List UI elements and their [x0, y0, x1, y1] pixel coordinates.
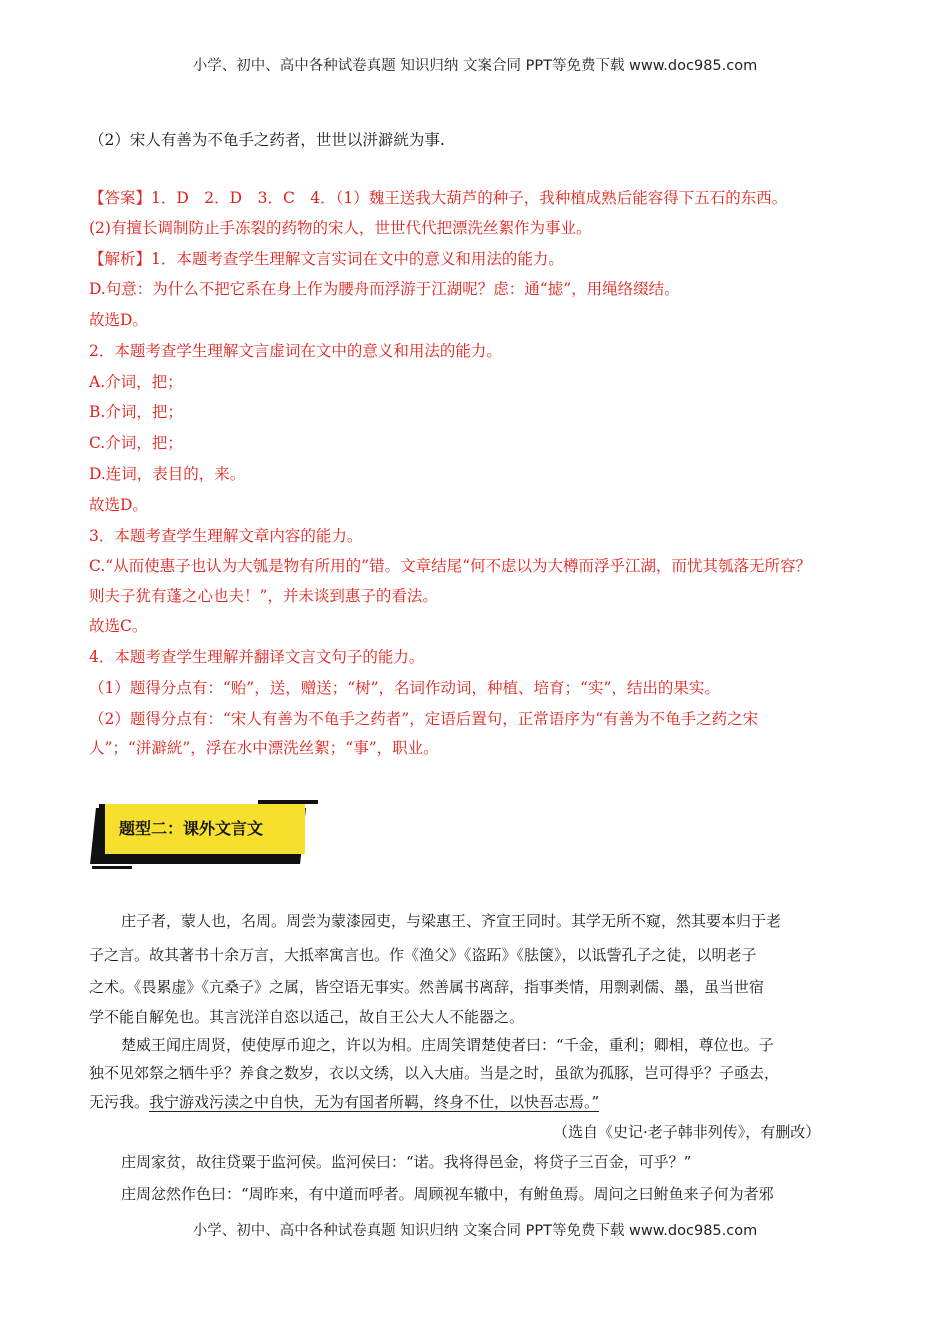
analysis-2-a: A.介词，把； — [89, 373, 183, 391]
badge-deco-bottom — [92, 866, 132, 869]
analysis-3-c: C.“从而使惠子也认为大瓠是物有所用的”错。文章结尾“何不虑以为大樽而浮乎江湖，而忧其瓠落无所容？ — [89, 557, 812, 575]
analysis-4-2: （2）题得分点有：“宋人有善为不龟手之药者”，定语后置句，正常语序为“有善为不龟手之药之宋 — [89, 710, 759, 728]
answer-line-2: (2)有擅长调制防止手冻裂的药物的宋人，世世代代把漂洗丝絮作为事业。 — [89, 219, 592, 237]
analysis-1: 【解析】1．本题考查学生理解文言实词在文中的意义和用法的能力。 — [89, 250, 564, 268]
analysis-1-d: D.句意：为什么不把它系在身上作为腰舟而浮游于江湖呢？虑：通“摅”，用绳络缀结。 — [89, 280, 680, 298]
passage-line-7 — [89, 1091, 599, 1112]
badge-deco-top — [258, 800, 318, 804]
passage-line-2: 子之言。故其著书十余万言，大抵率寓言也。作《渔父》《盗跖》《胠箧》，以诋訾孔子之徒，以明老子 — [89, 946, 757, 964]
passage-line-5: 楚威王闻庄周贤，使使厚币迎之，许以为相。庄周笑谓楚使者曰：“千金，重利；卿相，尊位也。子 — [121, 1036, 774, 1054]
underlined-sentence: 我宁游戏污渎之中自快，无为有国者所羁，终身不仕，以快吾志焉。” — [149, 1093, 600, 1111]
analysis-2-choice: 故选D。 — [89, 496, 148, 514]
analysis-2-b: B.介词，把； — [89, 403, 183, 421]
passage-line-7-start: 无污我。 — [89, 1093, 150, 1111]
analysis-4-1: （1）题得分点有：“贻”，送，赠送；“树”，名词作动词，种植、培育；“实”，结出的果实。 — [89, 679, 720, 697]
passage-line-3: 之术。《畏累虚》《亢桑子》之属，皆空语无事实。然善属书离辞，指事类情，用剽剥儒、墨，虽当世宿 — [89, 978, 765, 996]
analysis-4-2-cont: 人”；“洴澼絖”，浮在水中漂洗丝絮；“事”，职业。 — [89, 739, 439, 757]
page-header: 小学、初中、高中各种试卷真题 知识归纳 文案合同 PPT等免费下载 www.doc985.com — [192, 58, 758, 74]
page-footer: 小学、初中、高中各种试卷真题 知识归纳 文案合同 PPT等免费下载 www.doc985.com — [192, 1223, 758, 1239]
source-citation: （选自《史记·老子韩非列传》，有删改） — [553, 1123, 821, 1141]
answer-line-1: 【答案】1．D 2．D 3．C 4．（1）魏王送我大葫芦的种子，我种植成熟后能容得下五石的东西。 — [89, 189, 788, 207]
analysis-2: 2．本题考查学生理解文言虚词在文中的意义和用法的能力。 — [89, 342, 502, 360]
passage-line-6: 独不见郊祭之牺牛乎？养食之数岁，衣以文绣，以入大庙。当是之时，虽欲为孤豚，岂可得乎？子亟去， — [89, 1064, 780, 1082]
analysis-3-c-cont: 则夫子犹有蓬之心也夫！”，并未谈到惠子的看法。 — [89, 587, 438, 605]
question-4-2: （2）宋人有善为不龟手之药者，世世以洴澼絖为事. — [89, 131, 445, 149]
analysis-1-choice: 故选D。 — [89, 311, 148, 329]
analysis-3-choice: 故选C。 — [89, 617, 148, 635]
section-badge — [89, 800, 309, 866]
passage-line-1: 庄子者，蒙人也，名周。周尝为蒙漆园吏，与梁惠王、齐宣王同时。其学无所不窥，然其要本归于老 — [121, 912, 782, 930]
passage-line-9: 庄周家贫，故往贷粟于监河侯。监河侯曰：“诺。我将得邑金，将贷子三百金，可乎？” — [121, 1153, 692, 1171]
analysis-2-d: D.连词，表目的，来。 — [89, 465, 246, 483]
analysis-2-c: C.介词，把； — [89, 434, 183, 452]
passage-line-4: 学不能自解免也。其言洸洋自恣以适己，故自王公大人不能器之。 — [89, 1008, 525, 1026]
analysis-4: 4．本题考查学生理解并翻译文言文句子的能力。 — [89, 648, 425, 666]
analysis-3: 3．本题考查学生理解文章内容的能力。 — [89, 527, 363, 545]
section-title: 题型二：课外文言文 — [119, 819, 264, 838]
passage-line-10: 庄周忿然作色曰：“周昨来，有中道而呼者。周顾视车辙中，有鲋鱼焉。周问之曰鲋鱼来子何为者邪 — [121, 1185, 774, 1203]
